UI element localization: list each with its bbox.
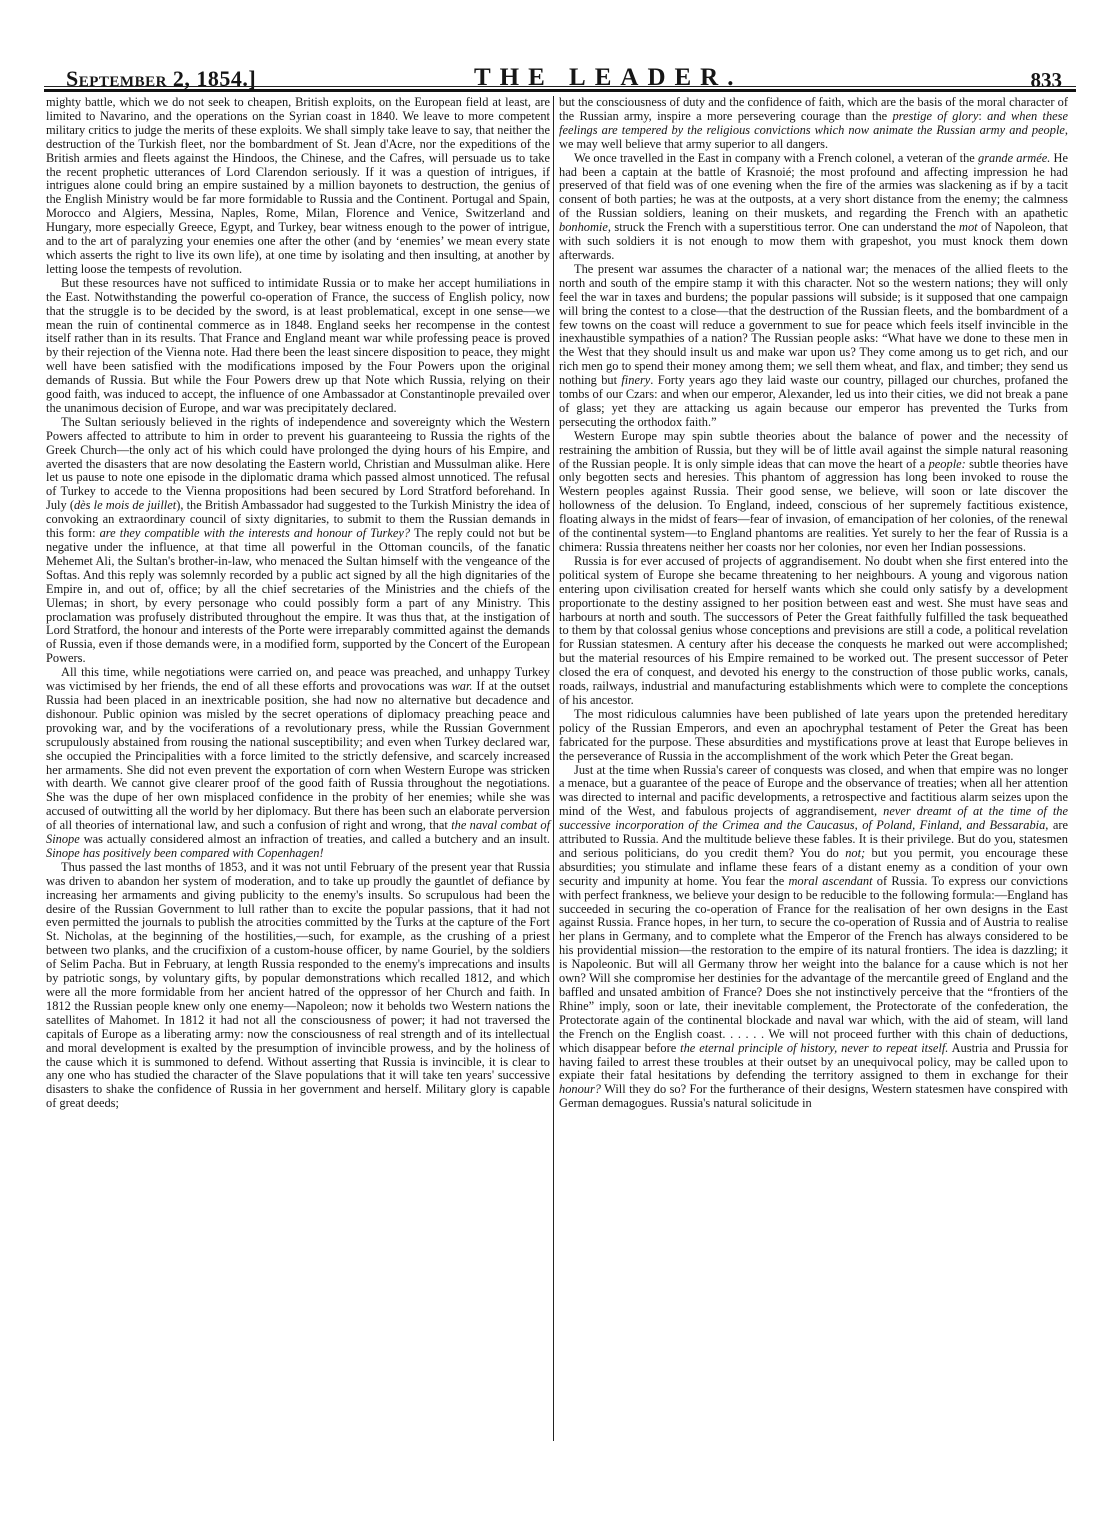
body-text: but the consciousness of duty and the confidence of faith, which are the basis of the moral character of the Russian army, inspire a more persevering courage than the <box>559 95 1068 123</box>
article-paragraph <box>559 764 1068 1112</box>
header-rule-thin <box>44 86 1076 87</box>
left-column <box>46 96 550 1111</box>
article-paragraph <box>559 263 1068 430</box>
header-rule <box>44 86 1076 94</box>
italic-text: bonhomie <box>559 220 608 235</box>
italic-text: the eternal principle of history, never to repeat itself. <box>680 1040 949 1055</box>
italic-text: the naval combat of Sinope <box>46 818 551 847</box>
article-paragraph <box>46 277 550 416</box>
body-text: The Sultan seriously believed in the rights of independence and sovereignty which the Western Powers affected to attribute to him in order to prevent his guaranteeing to Russia the rights of the Greek Church—the only act of his which could have prolonged the dying hours of his Empire, and averted the disasters that are now desolating the Eastern world, Christian and Mussulman alike. Here let us pause to note one episode in the diplomatic drama which passed almost unnoticed. The refusal of Turkey to accede to the Vienna propositions had been secured by Lord Stratford beforehand. In July ( <box>46 414 550 513</box>
body-text: , we may well believe that army superior to all dangers. <box>559 122 1068 151</box>
body-text: of Napoleon, that with such soldiers it is not enough to mow them with grapeshot, you must knock them down afterwards. <box>559 220 1068 262</box>
body-text: If at the outset Russia had been placed in an inextricable position, she had now no alternative but decadence and dishonour. Public opinion was misled by the secret operations of diplomacy preaching peace and provoking war, and by the vociferations of a revolutionary press, while the Russian Government scrupulously abstained from rousing the national susceptibility; and even when Turkey declared war, she occupied the Principalities with a force limited to the strictly defensive, and scarcely increased her armaments. She did not even prevent the exportation of corn when Western Europe was stricken with dearth. We cannot give clearer proof of the good faith of Russia throughout the negotiations. She was the dupe of her own misplaced confidence in the probity of her enemies; while she was accused of outwitting all the world by her diplomacy. But there has been such an elaborate perversion of all theories of international law, and such a confusion of right and wrong, that <box>46 679 550 833</box>
right-column <box>559 96 1068 1111</box>
italic-text: grande armée. <box>978 150 1051 165</box>
italic-text: never dreamt of at the time of the successive incorporation of the Crimea and the Caucasus, of Poland, Finland, and Bessarabia <box>559 804 1068 833</box>
body-text: ), the British Ambassador had suggested to the Turkish Ministry the idea of convoking an extraordinary council of sixty dignitaries, to submit to them the Russian demands in this form: <box>46 498 550 541</box>
article-paragraph <box>46 666 550 861</box>
body-text: We once travelled in the East in company with a French colonel, a veteran of the <box>574 150 978 165</box>
italic-text: finery <box>621 373 651 388</box>
article-paragraph <box>46 861 550 1111</box>
body-text: All this time, while negotiations were carried on, and peace was preached, and unhappy Turkey was victimised by her friends, the end of all these efforts and provocations was <box>46 665 550 694</box>
body-text: . Forty years ago they laid waste our country, pillaged our churches, profaned the tombs of our Czars: and when our emperor, Alexander, led us into their cities, we did not break a pane of glass; yet they are attacking us again because our emperor has prevented the Turks from persecuting the orthodox faith.” <box>559 373 1069 429</box>
body-text: of Russia. To express our convictions with perfect frankness, we believe your design to be reducible to the following formula:—England has succeeded in securing the co-operation of France for the realisation of her own designs in the East against Russia. France hopes, in her turn, to secure the co-operation of Russia and of Austria to realise her plans in Germany, and to complete what the Emperor of the French has always considered to be his providential mission—the restoration to the empire of its natural frontiers. The idea is dazzling; it is Napoleonic. But will all Germany throw her weight into the balance for a cause which is not her own? Will she compromise her destinies for the advantage of the mercantile greed of England and the baffled and unsated ambition of France? Does she not instinctively perceive that the “frontiers of the Rhine” imply, soon or late, their inevitable complement, the Protectorate of the confederation, the Protectorate again of the continental blockade and naval war which, with the aid of steam, will land the French on the English coast. . . . . . We will not proceed further with this chain of deductions, which disappear before <box>559 873 1068 1055</box>
italic-text: people: <box>928 456 966 471</box>
italic-text: prestige of glory <box>892 108 979 123</box>
body-text: Western Europe may spin subtle theories about the balance of power and the necessity of restraining the ambition of Russia, but they will be of little avail against the simple natural reasoning of the Russian people. It is only simple ideas that can move the heart of a <box>559 428 1068 471</box>
body-text: was actually considered almost an infraction of treaties, and called a butchery and an insult. <box>79 832 550 847</box>
header-rule-thick <box>44 89 1076 92</box>
italic-text: dès le mois de juillet <box>73 498 177 513</box>
body-text: Austria and Prussia for having failed to arrest these troubles at their outset by an unequivocal policy, may be called upon to expiate their fatal hesitations by defending the territory assigned to them in exchange for their <box>559 1040 1068 1083</box>
page-number: 833 <box>1030 68 1062 92</box>
italic-text: are they compatible with the interests and honour of Turkey? <box>99 526 411 541</box>
body-text: Thus passed the last months of 1853, and it was not until February of the present year that Russia was driven to abandon her system of moderation, and to take up proudly the gauntlet of defiance by increasing her armaments and giving publicity to the enemy's insults. So scrupulous had been the desire of the Russian Government to lull rather than to excite the popular passions, that it had not even permitted the journals to publish the atrocities committed by the Turks at the capture of the Fort St. Nicholas, at the beginning of the hostilities,—such, for example, as the crushing of a priest between two planks, and the crucifixion of a custom-house officer, by name Gouriel, by the soldiers of Selim Pacha. But in February, at length Russia responded to the enemy's imprecations and insults by patriotic songs, by voluntary gifts, by popular demonstrations which recalled 1812, and which were all the more formidable from her ancient hatred of the oppressor of her Church and faith. In 1812 the Russian people knew only one enemy—Napoleon; now it beholds two Western nations the satellites of Mahomet. In 1812 it had not all the consciousness of power; it had not traversed the capitals of Europe as a liberating army: now the consciousness of real strength and of its intellectual and moral development is exalted by the presumption of invincible prowess, and by the holiness of the cause which it is summoned to defend. Without asserting that Russia is invincible, it is clear to any one who has studied the character of the Slave populations that it will take ten years' successive disasters to shake the confidence of Russia in her government and herself. Military glory is capable of great deeds; <box>46 859 550 1111</box>
italic-text: mot <box>959 220 978 235</box>
article-paragraph <box>559 96 1068 152</box>
body-text: , are attributed to Russia. And the multitude believe these fables. It is their privilege. But do you, statesmen and serious politicians, do you credit them? You do <box>559 818 1068 860</box>
article-paragraph <box>559 708 1068 764</box>
italic-text: honour? <box>559 1082 601 1097</box>
body-text: , struck the French with a superstitious terror. One can understand the <box>607 220 960 235</box>
body-text: The most ridiculous calumnies have been published of late years upon the pretended hereditary policy of the Russian Emperors, and even an apochryphal testament of Peter the Great has been fabricated for the purpose. These absurdities and mystifications prove at least that Europe believes in the perseverance of Russia in the accomplishment of the work which Peter the Great began. <box>559 706 1068 763</box>
issue-date: September 2, 1854.] <box>66 66 257 91</box>
body-text: The present war assumes the character of a national war; the menaces of the allied fleets to the north and south of the empire stamp it with this character. Not so the western nations; they will only feel the war in taxes and burdens; the popular passions will subside; is it supposed that one campaign will bring the contest to a close—that the destruction of the Russian fleets, and the bombardment of a few towns on the coast will reduce a government to sue for peace which feels itself invincible in the inexhaustible sympathies of a nation? The Russian people asks: “What have we done to these men in the West that they should insult us and make war upon us? They come among us to get rich, and our rich men go to spend their money among them; we sell them wheat, and flax, and timber; they send us nothing but <box>559 261 1068 388</box>
body-text: He had been a captain at the battle of Krasnoié; the most profound and affecting impression he had preserved of that field was of one evening when the fire of the armies was slackening as if by a tacit consent of both parties; he was at the outposts, at a very short distance from the enemy; the calmness of the Russian soldiers, leaning on their muskets, and regarding the French with an apathetic <box>559 150 1068 221</box>
italic-text: war. <box>451 679 473 694</box>
body-text: but you permit, you encourage these absurdities; you stimulate and inflame these fears of a distant enemy as a condition of your own security and impunity at home. You fear the <box>559 845 1068 888</box>
italic-text: and when these feelings are tempered by the religious convictions which now animate the Russian army and people <box>559 108 1068 137</box>
article-paragraph <box>46 416 550 666</box>
column-divider <box>553 96 554 1441</box>
newspaper-title: THE LEADER. <box>474 64 743 91</box>
body-text: mighty battle, which we do not seek to cheapen, British exploits, on the European field at least, are limited to Navarino, and the operations on the Syrian coast in 1840. We leave to more competent military critics to judge the merits of these exploits. We shall simply take leave to say, that neither the destruction of the Turkish fleet, nor the bombardment of St. Jean d'Acre, nor the expeditions of the British armies and fleets against the Hindoos, the Chinese, and the Cafres, will persuade us to take the recent prophetic utterances of Lord Clarendon seriously. If it was a question of intrigues, if intrigues alone could bring an empire sustained by a million bayonets to destruction, the genius of the English Ministry would be far more formidable to Russia and the Continent. Portugal and Spain, Morocco and Algiers, Messina, Naples, Rome, Milan, Florence and Venice, Switzerland and Hungary, more especially Greece, Egypt, and Turkey, bear witness enough to the power of intrigue, and to the art of paralyzing your enemies one after the other (and by ‘enemies’ we mean every state which asserts the right to live its own life), at one time by isolating and then insulting, at another by letting loose the tempests of revolution. <box>46 95 550 276</box>
italic-text: not; <box>845 845 866 860</box>
body-text: Will they do so? For the furtherance of their designs, Western statesmen have conspired with German demagogues. Russia's natural solicitude in <box>559 1082 1068 1111</box>
body-text: The reply could not but be negative under the influence, at that time all powerful in the Ottoman councils, of the fanatic Mehemet Ali, the Sultan's brother-in-law, who menaced the Sultan himself with the vengeance of the Softas. And this reply was solemnly recorded by a public act signed by all the high dignitaries of the Empire in, and out of, office; by all the chief secretaries of the Ministries and the chiefs of the Ulemas; in short, by every personage who could possibly form a part of any Ministry. This proclamation was profusely distributed throughout the empire. It was thus that, at the instigation of Lord Stratford, the honour and interests of the Porte were irreparably committed against the demands of Russia, even if those demands were, in a modified form, supported by the Concert of the European Powers. <box>46 526 550 666</box>
article-paragraph <box>559 555 1068 708</box>
body-text: Russia is for ever accused of projects of aggrandisement. No doubt when she first entered into the political system of Europe she became threatening to her neighbours. A young and vigorous nation entering upon civilisation created for herself wants which she could only satisfy by a development proportionate to the destiny assigned to her position between east and west. She must have seas and harbours at north and south. The successors of Peter the Great faithfully fulfilled the task bequeathed to them by that colossal genius whose conceptions and previsions are still a code, a political revelation for Russian statesmen. A century after his decease the conquests he marked out were accomplished; but the material resources of his Empire remained to be worked out. The present successor of Peter closed the era of conquest, and devoted his energy to the construction of those public works, canals, roads, railways, industrial and manufacturing establishments which were to complete the conceptions of his ancestor. <box>559 553 1068 707</box>
article-paragraph <box>559 152 1068 263</box>
body-text: But these resources have not sufficed to intimidate Russia or to make her accept humiliations in the East. Notwithstanding the powerful co-operation of France, the success of English policy, now that the struggle is to be decided by the sword, is at least problematical, except in one sense—we mean the ruin of continental commerce as in 1848. England seeks her recompense in the contest itself rather than in its results. That France and England meant war while professing peace is proved by their rejection of the Vienna note. Had there been the least sincere disposition to peace, they might well have been satisfied with the modifications imposed by the Four Powers upon the original demands of Russia. But while the Four Powers drew up that Note which Russia, relying on their good faith, was induced to accept, the influence of one Ambassador at Constantinople prevailed over the unanimous decision of Europe, and war was precipitately declared. <box>46 275 550 415</box>
italic-text: moral ascendant <box>788 873 873 888</box>
article-paragraph <box>559 430 1068 555</box>
article-paragraph <box>46 96 550 277</box>
body-text: subtle theories have only begotten sects and heresies. This phantom of aggression has long been invoked to rouse the Western peoples against Russia. Their good sense, we believe, will soon or late discover the hollowness of the delusion. To England, indeed, conscious of her supremely factitious existence, floating always in the midst of fears—fear of invasion, of emancipation of her colonies, of the renewal of the continental system—to England phantoms are realities. Yet surely to her the fear of Russia is a chimera: Russia threatens neither her coasts nor her colonies, nor even her Indian possessions. <box>559 456 1068 554</box>
body-text: Just at the time when Russia's career of conquests was closed, and when that empire was no longer a menace, but a guarantee of the peace of Europe and the observance of treaties; when all her attention was directed to internal and pacific developments, a retrospective and factitious alarm seizes upon the mind of the West, and fabulous projects of aggrandisement, <box>559 762 1068 819</box>
italic-text: Sinope has positively been compared with Copenhagen! <box>46 845 324 860</box>
body-text: : <box>978 108 988 123</box>
